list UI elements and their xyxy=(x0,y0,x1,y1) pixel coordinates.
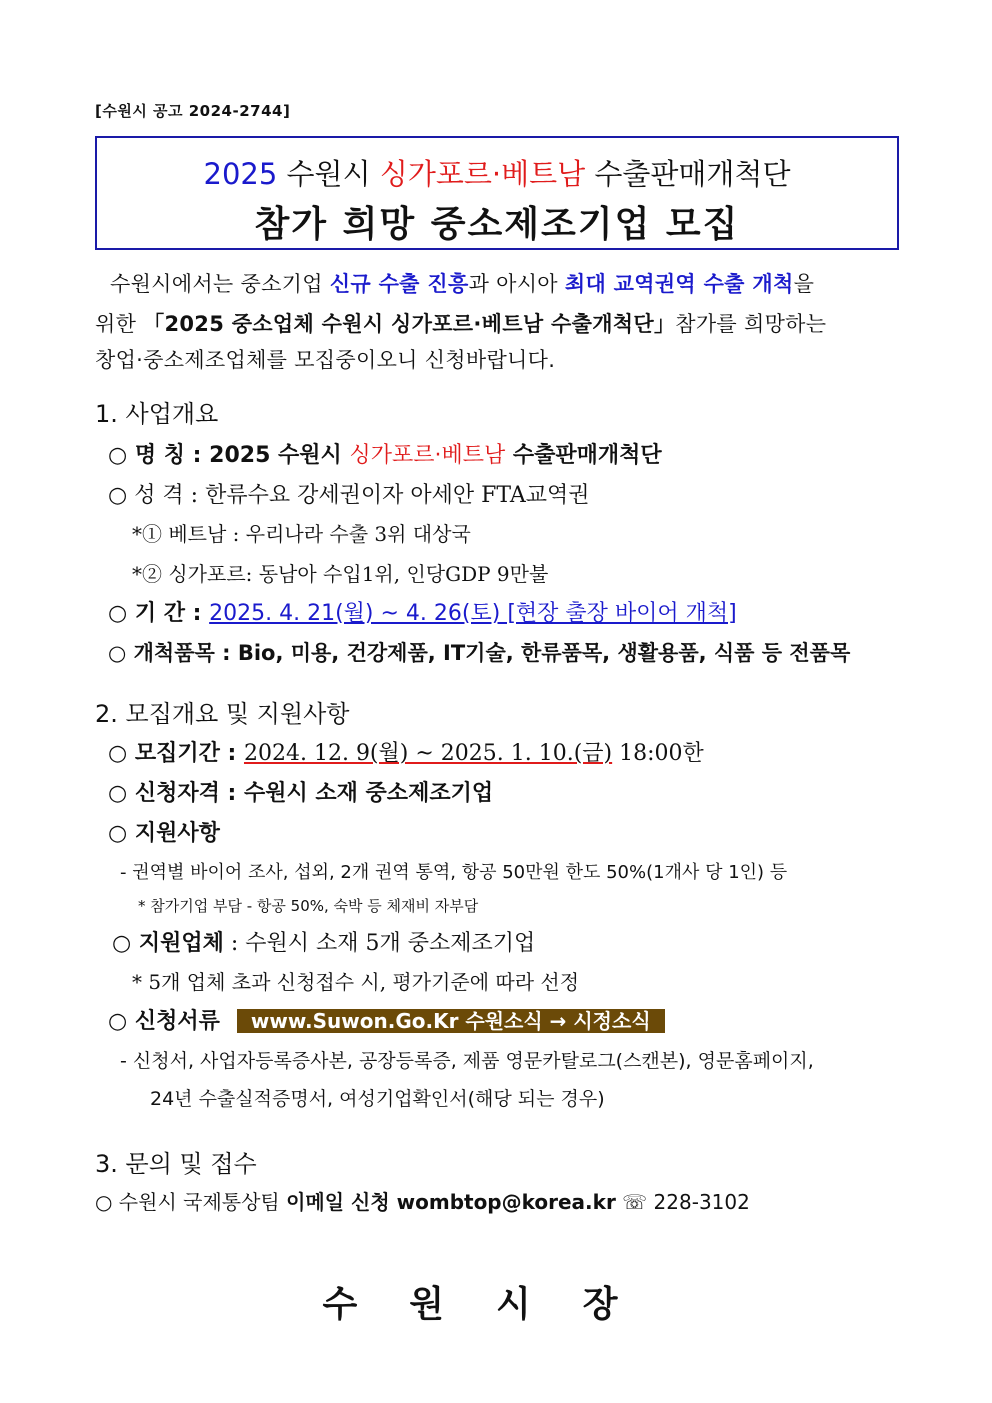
title-line2: 참가 희망 중소제조기업 모집 xyxy=(254,204,740,245)
support-heading: ○ 지원사항 xyxy=(108,821,220,846)
name-destination: 싱가포르·베트남 xyxy=(349,443,506,468)
nature-value: 한류수요 강세권이자 아세안 FTA교역권 xyxy=(205,483,590,508)
recruit-row xyxy=(108,736,704,767)
title-line1 xyxy=(97,152,897,193)
intro-program-name: 「2025 중소업체 수원시 싱가포르·베트남 수출개척단」 xyxy=(143,312,676,336)
title-rest: 수출판매개척단 xyxy=(585,157,791,191)
recruit-period: 2024. 12. 9(월) ~ 2025. 1. 10.(금) xyxy=(243,741,613,766)
intro-line3: 창업·중소제조업체를 모집중이오니 신청바랍니다. xyxy=(95,348,556,372)
companies-note: * 5개 업체 초과 신청접수 시, 평가기준에 따라 선정 xyxy=(132,970,580,994)
title-box xyxy=(95,136,899,250)
contact-team: ○ 수원시 국제통상팀 xyxy=(95,1190,287,1214)
intro-text: 을 xyxy=(793,272,815,296)
items-value: Bio, 미용, 건강제품, IT기술, 한류품목, 생활용품, 식품 등 전품목 xyxy=(237,641,851,665)
docs-label: ○ 신청서류 xyxy=(108,1009,220,1034)
intro-text: 위한 xyxy=(95,312,144,336)
items-row xyxy=(108,637,850,667)
issuer-signature: 수원시장 xyxy=(322,1284,670,1325)
docs-line1: - 신청서, 사업자등록증사본, 공장등록증, 제품 영문카탈로그(스캔본), 영문홈페이지, xyxy=(120,1050,814,1072)
intro-highlight: 신규 수출 진흥 xyxy=(329,272,469,296)
note-vietnam: *① 베트남 : 우리나라 수출 3위 대상국 xyxy=(132,522,471,546)
nature-row xyxy=(108,478,589,509)
contact-phone: ☏ 228-3102 xyxy=(615,1190,750,1214)
title-destination: 싱가포르·베트남 xyxy=(379,157,586,191)
intro-line1 xyxy=(110,268,814,298)
qualification-row: ○ 신청자격 : 수원시 소재 중소제조기업 xyxy=(108,781,494,806)
support-note: * 참가기업 부담 - 항공 50%, 숙박 등 체재비 자부담 xyxy=(138,897,479,915)
intro-line2 xyxy=(95,308,826,338)
recruit-deadline: 18:00한 xyxy=(612,741,704,766)
section1-heading: 1. 사업개요 xyxy=(95,400,219,428)
name-value: 2025 수원시 xyxy=(209,443,350,468)
companies-row xyxy=(112,926,535,957)
note-singapore: *② 싱가포르: 동남아 수입1위, 인당GDP 9만불 xyxy=(132,562,549,586)
intro-text: 수원시에서는 중소기업 xyxy=(110,272,330,296)
period-row xyxy=(108,596,737,627)
title-city: 수원시 xyxy=(277,157,380,191)
title-year: 2025 xyxy=(203,157,278,191)
docs-row xyxy=(108,1004,665,1035)
period-label: ○ 기 간 : xyxy=(108,601,210,626)
contact-email[interactable]: wombtop@korea.kr xyxy=(389,1190,616,1214)
recruit-label: ○ 모집기간 : xyxy=(108,741,244,766)
support-detail: - 권역별 바이어 조사, 섭외, 2개 권역 통역, 항공 50만원 한도 50%(1개사 당 1인) 등 xyxy=(120,862,788,883)
nature-label: ○ 성 격 : xyxy=(108,483,206,508)
companies-value: : 수원시 소재 5개 중소제조기업 xyxy=(223,931,536,956)
name-label: ○ 명 칭 : xyxy=(108,443,210,468)
name-row xyxy=(108,438,662,469)
items-label: ○ 개척품목 : xyxy=(108,641,238,665)
name-value: 수출판매개척단 xyxy=(505,443,662,468)
section2-heading: 2. 모집개요 및 지원사항 xyxy=(95,700,350,728)
section3-heading: 3. 문의 및 접수 xyxy=(95,1150,257,1178)
intro-highlight: 최대 교역권역 수출 개척 xyxy=(564,272,794,296)
period-value: 2025. 4. 21(월) ~ 4. 26(토) [현장 출장 바이어 개척] xyxy=(209,601,737,626)
docs-website-link[interactable]: www.Suwon.Go.Kr 수원소식 → 시정소식 xyxy=(237,1009,665,1033)
contact-method: 이메일 신청 xyxy=(286,1190,390,1214)
notice-number: [수원시 공고 2024-2744] xyxy=(95,102,291,120)
intro-text: 과 아시아 xyxy=(468,272,565,296)
docs-line2: 24년 수출실적증명서, 여성기업확인서(해당 되는 경우) xyxy=(150,1088,605,1110)
contact-row xyxy=(95,1186,750,1215)
companies-label: ○ 지원업체 xyxy=(112,931,224,956)
intro-text: 참가를 희망하는 xyxy=(675,312,827,336)
